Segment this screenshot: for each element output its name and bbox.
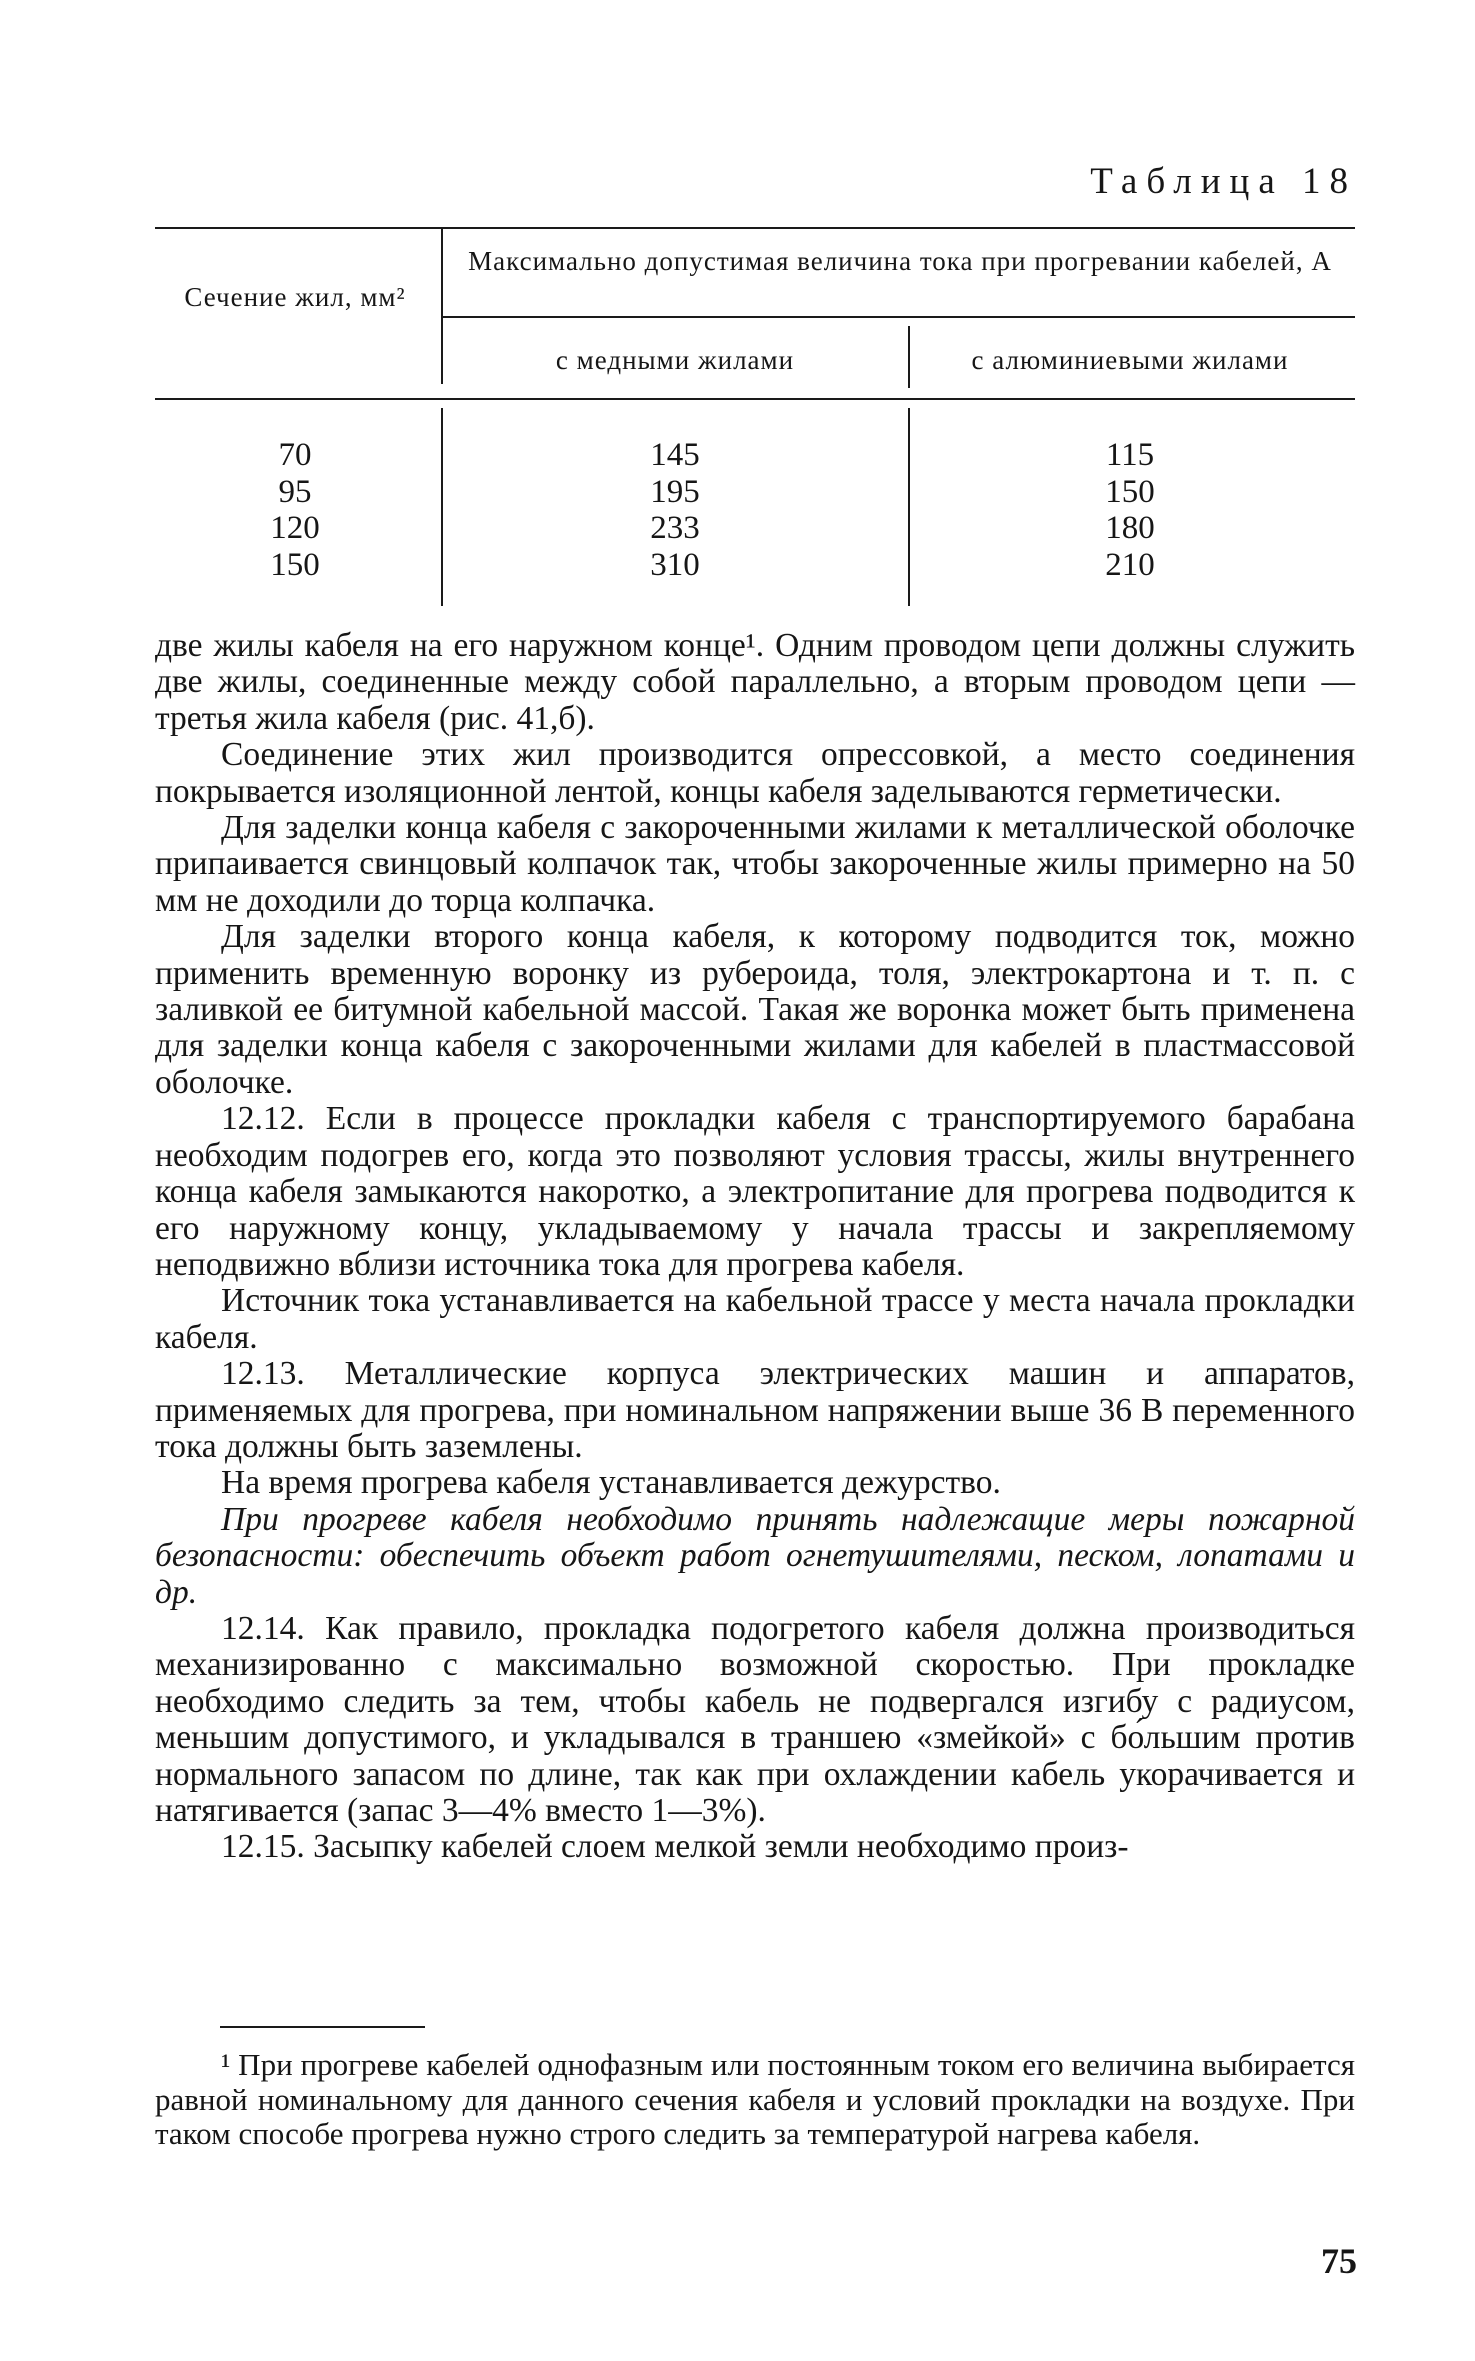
header-section: Сечение жил, мм² xyxy=(184,282,406,312)
paragraph: Для заделки конца кабеля с закороченными жилами к металлической оболочке припаивается свинцовый колпачок так, чтобы закороченные жилы примерно на 50 мм не доходили до торца колпачка. xyxy=(155,809,1355,919)
table-vline-1-header xyxy=(441,228,443,384)
paragraph: 12.12. Если в процессе прокладки кабеля с транспортируемого барабана необходим подогрев его, когда это позволяют условия трассы, жилы внутреннего конца кабеля замыкаются накоротко, а электропитание для прогрева подводится к его наружному концу, укладываемому у начала трассы и закрепляемому неподвижно вблизи источника тока для прогрева кабеля. xyxy=(155,1100,1355,1283)
header-aluminum: с алюминиевыми жилами xyxy=(971,345,1289,375)
footnote xyxy=(155,2048,1355,2152)
table-caption: Таблица 18 xyxy=(1090,161,1357,202)
table-vline-2-body xyxy=(908,408,910,606)
body-text xyxy=(155,628,1355,1866)
page-number: 75 xyxy=(1321,2241,1357,2281)
paragraph: На время прогрева кабеля устанавливается дежурство. xyxy=(221,1464,1001,1502)
table-top-rule xyxy=(155,227,1355,229)
paragraph: 12.13. Металлические корпуса электрических машин и аппаратов, применяемых для прогрева, при номинальном напряжении выше 36 В переменного тока должны быть заземлены. xyxy=(155,1355,1355,1465)
column-sections: 70 95 120 150 xyxy=(270,437,320,583)
paragraph: 12.15. Засыпку кабелей слоем мелкой земли необходимо произ- xyxy=(221,1828,1129,1866)
paragraph-italic: При прогреве кабеля необходимо принять надлежащие меры пожарной безопасности: обеспечить объект работ огнетушителями, песком, лопатами и др. xyxy=(155,1500,1355,1611)
table-vline-1-body xyxy=(441,408,443,606)
column-aluminum: 115 150 180 210 xyxy=(1105,437,1155,583)
paragraph: Соединение этих жил производится опрессовкой, а место соединения покрывается изоляционной лентой, концы кабеля заделываются герметически. xyxy=(155,736,1355,810)
table-vline-2-header xyxy=(908,326,910,388)
paragraph: Для заделки второго конца кабеля, к которому подводится ток, можно применить временную воронку из рубероида, толя, электрокартона и т. п. с заливкой ее битумной кабельной массой. Такая же воронка может быть применена для заделки конца кабеля с закороченными жилами для кабелей в пластмассовой оболочке. xyxy=(155,918,1355,1101)
paragraph: две жилы кабеля на его наружном конце¹. Одним проводом цепи должны служить две жилы, соединенные между собой параллельно, а вторым проводом цепи — третья жила кабеля (рис. 41,б). xyxy=(155,627,1355,737)
header-copper: с медными жилами xyxy=(555,345,795,375)
table-header-bottom-rule xyxy=(155,398,1355,400)
paragraph: 12.14. Как правило, прокладка подогретого кабеля должна производиться механизированно с максимально возможной скоростью. При прокладке необходимо следить за тем, чтобы кабель не подвергался изгибу с радиусом, меньшим допустимого, и укладывался в траншею «змейкой» с бо́льшим против нормального запасом по длине, так как при охлаждении кабель укорачивается и натягивается (запас 3—4% вместо 1—3%). xyxy=(155,1609,1355,1829)
footnote-text: ¹ При прогреве кабелей однофазным или постоянным током его величина выбирается равной номинальному для данного сечения кабеля и условий прокладки на воздухе. При таком способе прогрева нужно строго следить за температурой нагрева кабеля. xyxy=(155,2047,1355,2151)
header-max-current: Максимально допустимая величина тока при прогревании кабелей, А xyxy=(468,246,1332,276)
table-header-subrule xyxy=(442,316,1355,318)
column-copper: 145 195 233 310 xyxy=(650,437,700,583)
footnote-separator xyxy=(220,2026,425,2028)
paragraph: Источник тока устанавливается на кабельной трассе у места начала прокладки кабеля. xyxy=(155,1282,1355,1356)
